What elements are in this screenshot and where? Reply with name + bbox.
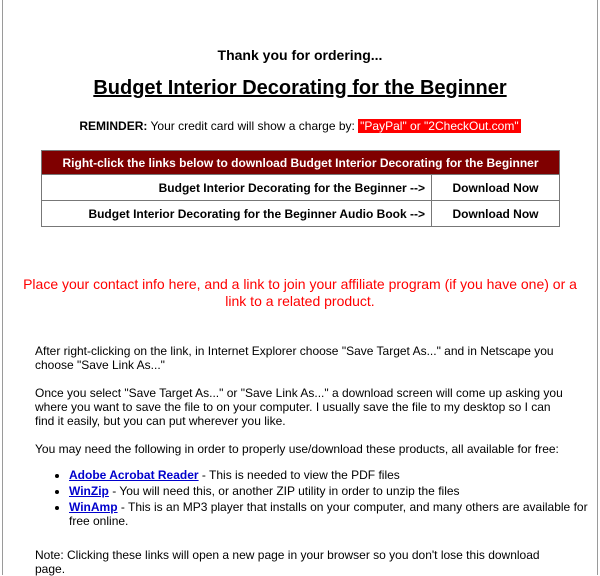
- product-title: Budget Interior Decorating for the Beginner: [93, 77, 507, 99]
- list-item: [69, 468, 599, 482]
- download-item-name: Budget Interior Decorating for the Beginner Audio Book -->: [42, 201, 432, 227]
- table-row: [42, 201, 560, 227]
- download-item-name: Budget Interior Decorating for the Beginner -->: [42, 175, 432, 201]
- requirements-paragraph: You may need the following in order to properly use/download these products, all available for free:: [35, 442, 559, 456]
- charge-badge: "PayPal" or "2CheckOut.com": [360, 119, 519, 133]
- download-now-button[interactable]: Download Now: [432, 201, 560, 227]
- contact-info-placeholder: Place your contact info here, and a link to join your affiliate program (if you have one) or a link to a related product.: [23, 276, 577, 309]
- tool-description: - This is an MP3 player that installs on your computer, and many others are available for free online.: [69, 500, 588, 528]
- reminder-line: [0, 119, 600, 133]
- save-location-paragraph: Once you select "Save Target As..." or "Save Link As..." a download screen will come up asking you where you want to save the file to on your computer. I usually save the file to my desktop so I can find it easily, but you can put wherever you like.: [35, 386, 563, 428]
- winamp-link[interactable]: WinAmp: [69, 500, 118, 514]
- download-table: [41, 150, 560, 227]
- instructions-paragraph: After right-clicking on the link, in Internet Explorer choose "Save Target As..." and in Netscape you choose "Save Link As...": [35, 344, 554, 372]
- reminder-text: Your credit card will show a charge by:: [147, 119, 359, 133]
- table-row: [42, 175, 560, 201]
- download-now-button[interactable]: Download Now: [432, 175, 560, 201]
- list-item: [69, 500, 599, 528]
- tools-list: [35, 468, 599, 530]
- thank-you-heading: Thank you for ordering...: [217, 47, 383, 63]
- adobe-acrobat-reader-link[interactable]: Adobe Acrobat Reader: [69, 468, 199, 482]
- tool-description: - This is needed to view the PDF files: [198, 468, 400, 482]
- reminder-label: REMINDER:: [79, 119, 148, 133]
- winzip-link[interactable]: WinZip: [69, 484, 109, 498]
- tool-description: - You will need this, or another ZIP utility in order to unzip the files: [108, 484, 460, 498]
- list-item: [69, 484, 599, 498]
- note-text: Note: Clicking these links will open a new page in your browser so you don't lose this download page.: [35, 548, 540, 576]
- download-table-header: Right-click the links below to download Budget Interior Decorating for the Beginner: [42, 151, 560, 175]
